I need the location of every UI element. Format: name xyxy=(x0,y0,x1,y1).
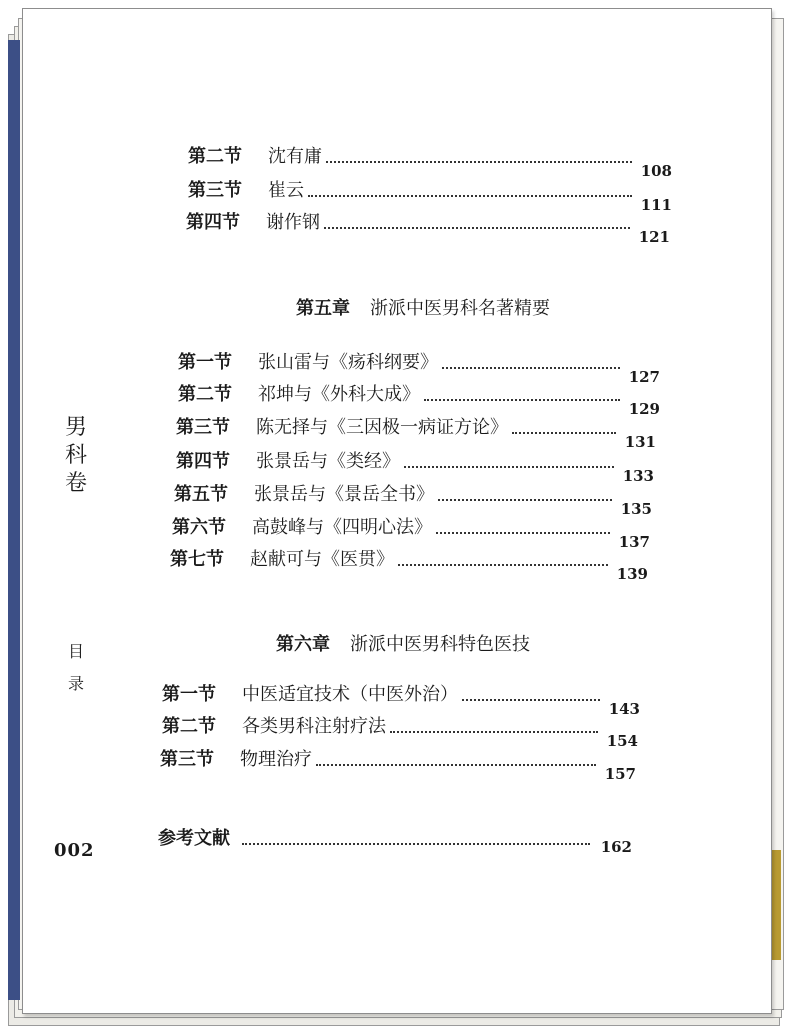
toc-page-number: 133 xyxy=(622,467,654,485)
toc-page-number: 135 xyxy=(620,500,652,518)
volume-title xyxy=(56,414,96,498)
dot-leader xyxy=(390,731,598,733)
dot-leader xyxy=(308,195,632,197)
references-page-number: 162 xyxy=(600,838,632,856)
book-cover-edge xyxy=(8,40,20,1000)
toc-title: 陈无择与《三因极一病证方论》 xyxy=(256,417,508,438)
toc-page-number: 143 xyxy=(608,700,640,718)
toc-entry[interactable] xyxy=(162,716,638,750)
toc-entry[interactable] xyxy=(172,517,650,551)
toc-page-number: 131 xyxy=(624,433,656,451)
chapter-heading[interactable] xyxy=(276,634,530,656)
toc-page-number: 154 xyxy=(606,732,638,750)
toc-entry[interactable] xyxy=(176,451,654,485)
toc-title: 高鼓峰与《四明心法》 xyxy=(252,517,432,538)
toc-title: 中医适宜技术（中医外治） xyxy=(242,684,458,705)
dot-leader xyxy=(398,564,608,566)
toc-page-number: 139 xyxy=(616,565,648,583)
toc-title: 崔云 xyxy=(268,180,304,201)
toc-entry[interactable] xyxy=(178,384,660,418)
toc-title: 张景岳与《景岳全书》 xyxy=(254,484,434,505)
chapter-number: 第五章 xyxy=(296,298,350,319)
references-title: 参考文献 xyxy=(158,828,230,849)
toc-page-number: 157 xyxy=(604,765,636,783)
volume-title-char: 卷 xyxy=(64,471,87,496)
toc-page-number: 108 xyxy=(640,162,672,180)
toc-page-number: 127 xyxy=(628,368,660,386)
toc-title: 谢作钢 xyxy=(266,212,320,233)
dot-leader xyxy=(442,367,620,369)
toc-title: 赵献可与《医贯》 xyxy=(250,549,394,570)
toc-section: 第四节 xyxy=(186,212,240,233)
toc-section: 第五节 xyxy=(174,484,228,505)
dot-leader xyxy=(436,532,610,534)
toc-entry[interactable] xyxy=(178,352,660,386)
toc-entry[interactable] xyxy=(188,146,672,180)
section-label-char: 目 xyxy=(67,642,84,661)
dot-leader xyxy=(462,699,600,701)
dot-leader xyxy=(438,499,612,501)
toc-title: 沈有庸 xyxy=(268,146,322,167)
section-label-char: 录 xyxy=(67,674,84,693)
toc-title: 张景岳与《类经》 xyxy=(256,451,400,472)
toc-entry[interactable] xyxy=(176,417,656,451)
dot-leader xyxy=(316,764,596,766)
chapter-heading[interactable] xyxy=(296,298,550,320)
toc-section: 第二节 xyxy=(188,146,242,167)
chapter-title: 浙派中医男科特色医技 xyxy=(350,634,530,655)
toc-section: 第七节 xyxy=(170,549,224,570)
toc-section: 第一节 xyxy=(162,684,216,705)
dot-leader xyxy=(326,161,632,163)
toc-entry[interactable] xyxy=(188,180,672,214)
dot-leader xyxy=(424,399,620,401)
chapter-number: 第六章 xyxy=(276,634,330,655)
toc-entry[interactable] xyxy=(186,212,670,246)
volume-title-char: 科 xyxy=(64,443,87,468)
dot-leader xyxy=(324,227,630,229)
toc-section: 第三节 xyxy=(188,180,242,201)
toc-entry[interactable] xyxy=(160,749,636,783)
dot-leader xyxy=(242,843,590,845)
toc-title: 各类男科注射疗法 xyxy=(242,716,386,737)
dot-leader xyxy=(404,466,614,468)
toc-page-number: 137 xyxy=(618,533,650,551)
toc-title: 物理治疗 xyxy=(240,749,312,770)
toc-entry[interactable] xyxy=(170,549,648,583)
toc-page-number: 129 xyxy=(628,400,660,418)
toc-section: 第六节 xyxy=(172,517,226,538)
toc-section: 第二节 xyxy=(178,384,232,405)
page-number: 002 xyxy=(54,840,95,861)
toc-title: 祁坤与《外科大成》 xyxy=(258,384,420,405)
section-label xyxy=(56,636,96,700)
toc-page-number: 121 xyxy=(638,228,670,246)
chapter-title: 浙派中医男科名著精要 xyxy=(370,298,550,319)
toc-section: 第四节 xyxy=(176,451,230,472)
toc-section: 第三节 xyxy=(176,417,230,438)
toc-section: 第二节 xyxy=(162,716,216,737)
toc-entry[interactable] xyxy=(162,684,640,718)
toc-page-number: 111 xyxy=(640,196,672,214)
references-entry[interactable] xyxy=(158,828,632,856)
toc-section: 第一节 xyxy=(178,352,232,373)
toc-title: 张山雷与《疡科纲要》 xyxy=(258,352,438,373)
volume-title-char: 男 xyxy=(64,415,87,440)
toc-entry[interactable] xyxy=(174,484,652,518)
toc-section: 第三节 xyxy=(160,749,214,770)
dot-leader xyxy=(512,432,616,434)
